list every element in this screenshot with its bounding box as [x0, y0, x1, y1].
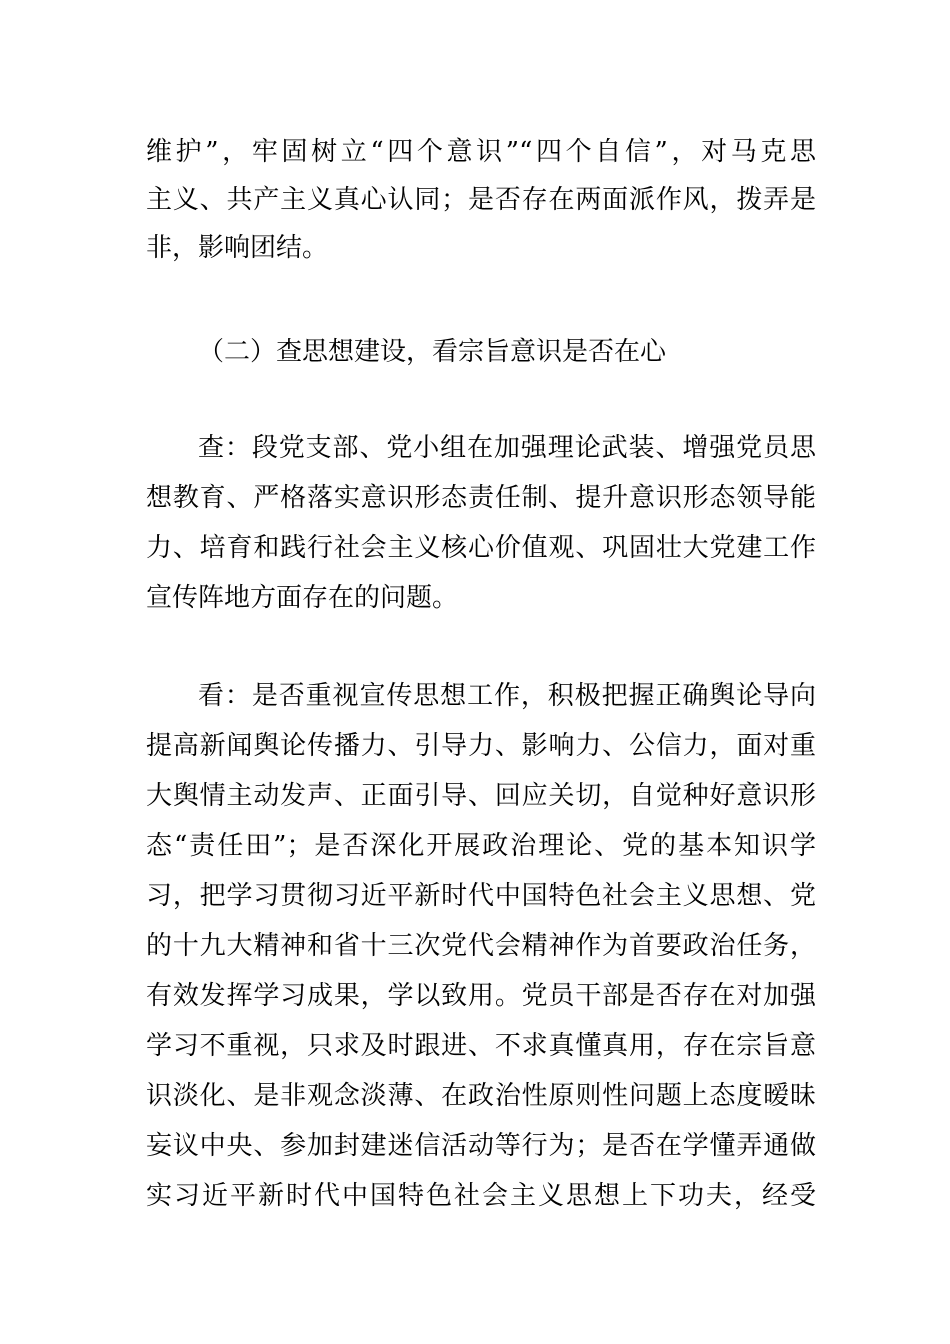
paragraph-line: 想教育、严格落实意识形态责任制、提升意识形态领导能 — [146, 483, 816, 513]
paragraph-line: 的十九大精神和省十三次党代会精神作为首要政治任务， — [146, 931, 816, 961]
paragraph-line: 非，影响团结。 — [146, 233, 329, 263]
paragraph-line: 大舆情主动发声、正面引导、回应关切，自觉种好意识形 — [146, 781, 816, 811]
paragraph-line: 态“责任田”；是否深化开展政治理论、党的基本知识学 — [146, 831, 816, 861]
paragraph-line: 学习不重视，只求及时跟进、不求真懂真用，存在宗旨意 — [146, 1031, 816, 1061]
paragraph-line: 宣传阵地方面存在的问题。 — [146, 583, 459, 613]
paragraph-line: 看：是否重视宣传思想工作，积极把握正确舆论导向 — [198, 681, 816, 711]
paragraph-line: 维护”，牢固树立“四个意识”“四个自信”，对马克思 — [146, 137, 816, 167]
paragraph-line: 力、培育和践行社会主义核心价值观、巩固壮大党建工作 — [146, 533, 816, 563]
paragraph-line: 提高新闻舆论传播力、引导力、影响力、公信力，面对重 — [146, 731, 816, 761]
paragraph-line: 习，把学习贯彻习近平新时代中国特色社会主义思想、党 — [146, 881, 816, 911]
paragraph-line: 查：段党支部、党小组在加强理论武装、增强党员思 — [198, 433, 816, 463]
paragraph-line: 有效发挥学习成果，学以致用。党员干部是否存在对加强 — [146, 981, 816, 1011]
section-heading: （二）查思想建设，看宗旨意识是否在心 — [198, 337, 667, 367]
paragraph-line: 主义、共产主义真心认同；是否存在两面派作风，拨弄是 — [146, 185, 816, 215]
paragraph-line: 实习近平新时代中国特色社会主义思想上下功夫，经受 — [146, 1181, 816, 1211]
paragraph-line: 妄议中央、参加封建迷信活动等行为；是否在学懂弄通做 — [146, 1131, 816, 1161]
paragraph-line: 识淡化、是非观念淡薄、在政治性原则性问题上态度暧昧 — [146, 1081, 816, 1111]
